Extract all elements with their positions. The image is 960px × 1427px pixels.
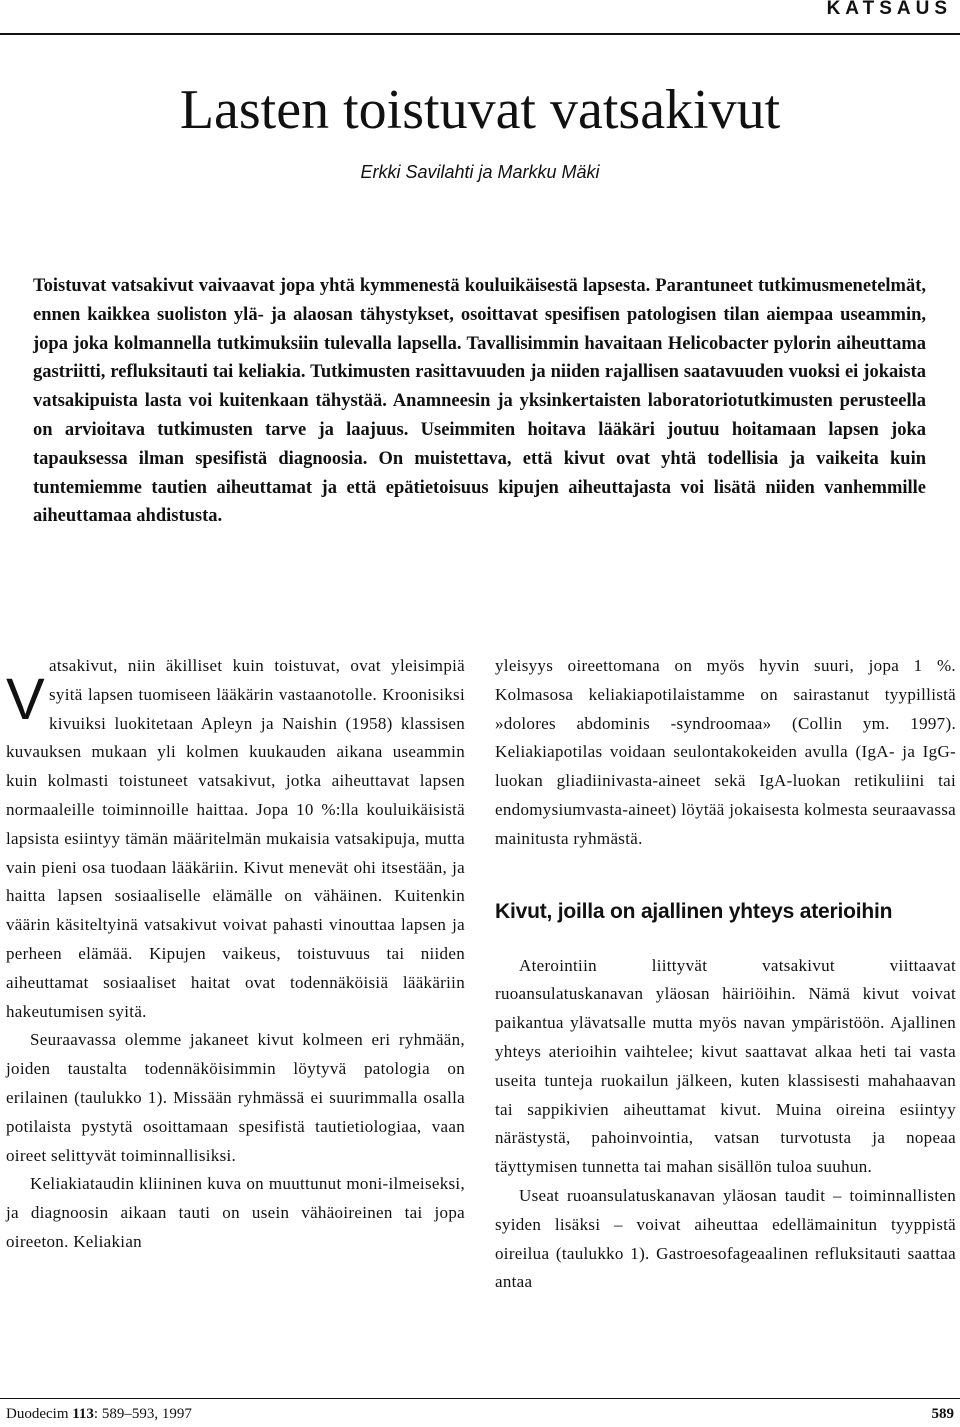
top-rule bbox=[0, 33, 960, 35]
right-column bbox=[495, 652, 956, 1297]
body-paragraph: Aterointiin liittyvät vatsakivut viittaavat ruoansulatuskanavan yläosan häiriöihin. Nämä kivut voivat paikantua ylävatsalle mutta myös navan ympäristöön. Ajallinen yhteys aterioihin vaihtelee; kivut saattavat alkaa heti tai vasta useita tunteja ruokailun jälkeen, kuten klassisesti mahahaavan tai sappikivien aiheuttamat kivut. Muina oireina esiintyy närästystä, pahoinvointia, vatsan turvotusta ja nopeaa täyttymisen tunnetta tai mahan sisällön tuloa suuhun. bbox=[495, 955, 956, 1177]
article-authors: Erkki Savilahti ja Markku Mäki bbox=[360, 162, 600, 182]
section-heading: Kivut, joilla on ajallinen yhteys aterioihin bbox=[495, 899, 893, 923]
body-paragraph: Keliakiataudin kliininen kuva on muuttunut moni-ilmeiseksi, ja diagnoosin aikaan tauti on usein vähäoireinen tai jopa oireeton. Keliakian bbox=[6, 1174, 465, 1251]
journal-name: Duodecim bbox=[6, 1406, 69, 1422]
body-paragraph: Seuraavassa olemme jakaneet kivut kolmeen eri ryhmään, joiden taustalta todennäköisimmin löytyvä patologia on erilainen (taulukko 1). Missään ryhmässä ei suurimmalla osalla potilaista pystytä osoittamaan spesifistä tautietiologiaa, vaan oireet selittyvät toiminnallisiksi. bbox=[6, 1030, 465, 1165]
body-paragraph: Useat ruoansulatuskanavan yläosan taudit – toiminnallisten syiden lisäksi – voivat aiheuttaa edellämainitun tyyppistä oireilua (taulukko 1). Gastroesofageaalinen refluksitauti saattaa antaa bbox=[495, 1185, 956, 1292]
page-number: 589 bbox=[931, 1406, 954, 1422]
intro-paragraph bbox=[6, 652, 465, 1026]
journal-citation bbox=[6, 1404, 192, 1424]
body-paragraph: yleisyys oireettomana on myös hyvin suuri, jopa 1 %. Kolmasosa keliakiapotilaistamme on sairastanut tyypillistä »dolores abdominis -syndroomaa» (Collin ym. 1997). Keliakiapotilas voidaan seulontakokeiden avulla (IgA- ja IgG-luokan gliadiinivasta-aineet sekä IgA-luokan retikuliini tai endomysiumvasta-aineet) löytää jokaisesta kolmesta seuraavassa mainitusta ryhmästä. bbox=[495, 656, 956, 848]
bottom-rule bbox=[0, 1398, 960, 1399]
drop-cap: V bbox=[6, 667, 45, 732]
left-column bbox=[6, 652, 465, 1257]
journal-pages: : 589–593, 1997 bbox=[93, 1406, 192, 1422]
journal-volume: 113 bbox=[72, 1406, 94, 1422]
abstract: Toistuvat vatsakivut vaivaavat jopa yhtä kymmenestä kouluikäisestä lapsesta. Parantuneet tutkimusmenetelmät, ennen kaikkea suoliston ylä- ja alaosan tähystykset, osoittavat spesifisen patologisen tilan aiempaa useammin, jopa joka kolmannella tutkimuksiin tulevalla lapsella. Tavallisimmin havaitaan Helicobacter pylorin aiheuttama gastriitti, refluksitauti tai keliakia. Tutkimusten rasittavuuden ja niiden rajallisen saatavuuden vuoksi ei jokaista vatsakipuista lasta voi kuitenkaan tähystää. Anamneesin ja yksinkertaisten laboratoriotutkimusten perusteella on arvioitava tutkimusten tarve ja laajuus. Useimmiten hoitava lääkäri joutuu hoitamaan lapsen joka tapauksessa ilman spesifistä diagnoosia. On muistettava, että kivut ovat yhtä todellisia ja vaikeita kuin tuntemiemme tautien aiheuttamat ja että epätietoisuus kipujen aiheuttajasta voi lisätä niiden vanhemmille aiheuttamaa ahdistusta. bbox=[33, 276, 926, 527]
section-label: KATSAUS bbox=[826, 0, 952, 19]
intro-text: atsakivut, niin äkilliset kuin toistuvat, ovat yleisimpiä syitä lapsen tuomiseen lääkärin vastaanotolle. Kroonisiksi kivuiksi luokitetaan Apleyn ja Naishin (1958) klassisen kuvauksen mukaan yli kolmen kuukauden aikana useammin kuin kolmasti toistuneet vatsakivut, jotka aiheuttavat lapsen normaaleille toiminnoille haittaa. Jopa 10 %:lla kouluikäisistä lapsista esiintyy tämän määritelmän mukaisia vatsakipuja, mutta vain pieni osa tuodaan lääkäriin. Kivut menevät ohi itsestään, ja haitta lapsen sosiaaliselle elämälle on vähäinen. Kuitenkin väärin käsiteltyinä vatsakivut voivat pahasti vinouttaa lapsen ja perheen elämää. Kipujen vaikeus, toistuvuus tai niiden aiheuttamat sosiaaliset haitat ovat todennäköisiä lääkäriin hakeutumisen syitä. bbox=[6, 656, 465, 1021]
article-title: Lasten toistuvat vatsakivut bbox=[179, 79, 781, 141]
